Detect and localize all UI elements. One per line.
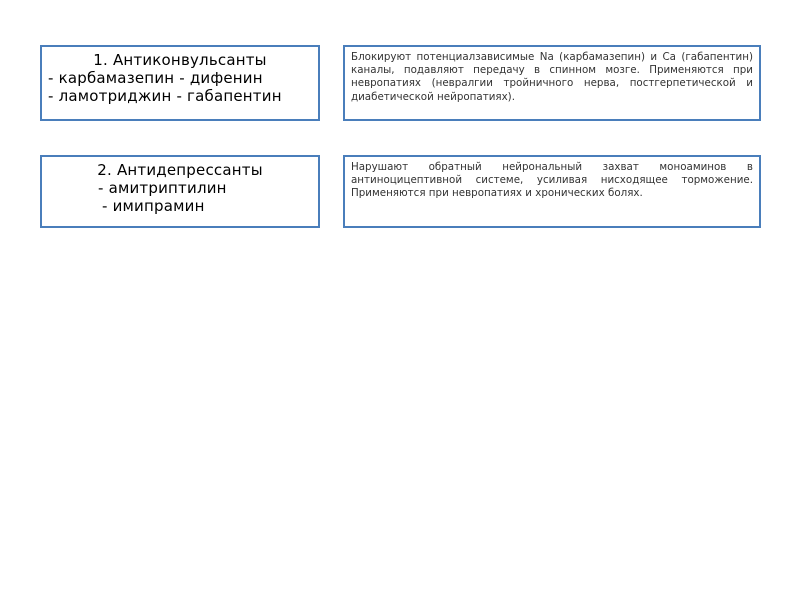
anticonvulsants-drugs-line-2: - ламотриджин - габапентин (48, 87, 282, 105)
antidepressants-description-box (343, 155, 761, 228)
anticonvulsants-title: 1. Антиконвульсанты (93, 51, 267, 69)
antidepressants-box (40, 155, 320, 228)
anticonvulsants-box (40, 45, 320, 121)
antidepressants-drug-1: - амитриптилин (98, 179, 227, 197)
antidepressants-description: Нарушают обратный нейрональный захват моноаминов в антиноцицептивной системе, усиливая нисходящее торможение. Применяются при невропатиях и хронических болях. (351, 161, 753, 200)
antidepressants-title: 2. Антидепрессанты (97, 161, 263, 179)
antidepressants-drug-2: - имипрамин (102, 197, 205, 215)
anticonvulsants-description-box (343, 45, 761, 121)
anticonvulsants-description: Блокируют потенциалзависимые Na (карбамазепин) и Са (габапентин) каналы, подавляют передачу в спинном мозге. Применяются при невропатиях (невралгии тройничного нерва, постгерпетической и диабетической нейропатиях). (351, 51, 753, 103)
anticonvulsants-drugs-line-1: - карбамазепин - дифенин (48, 69, 263, 87)
